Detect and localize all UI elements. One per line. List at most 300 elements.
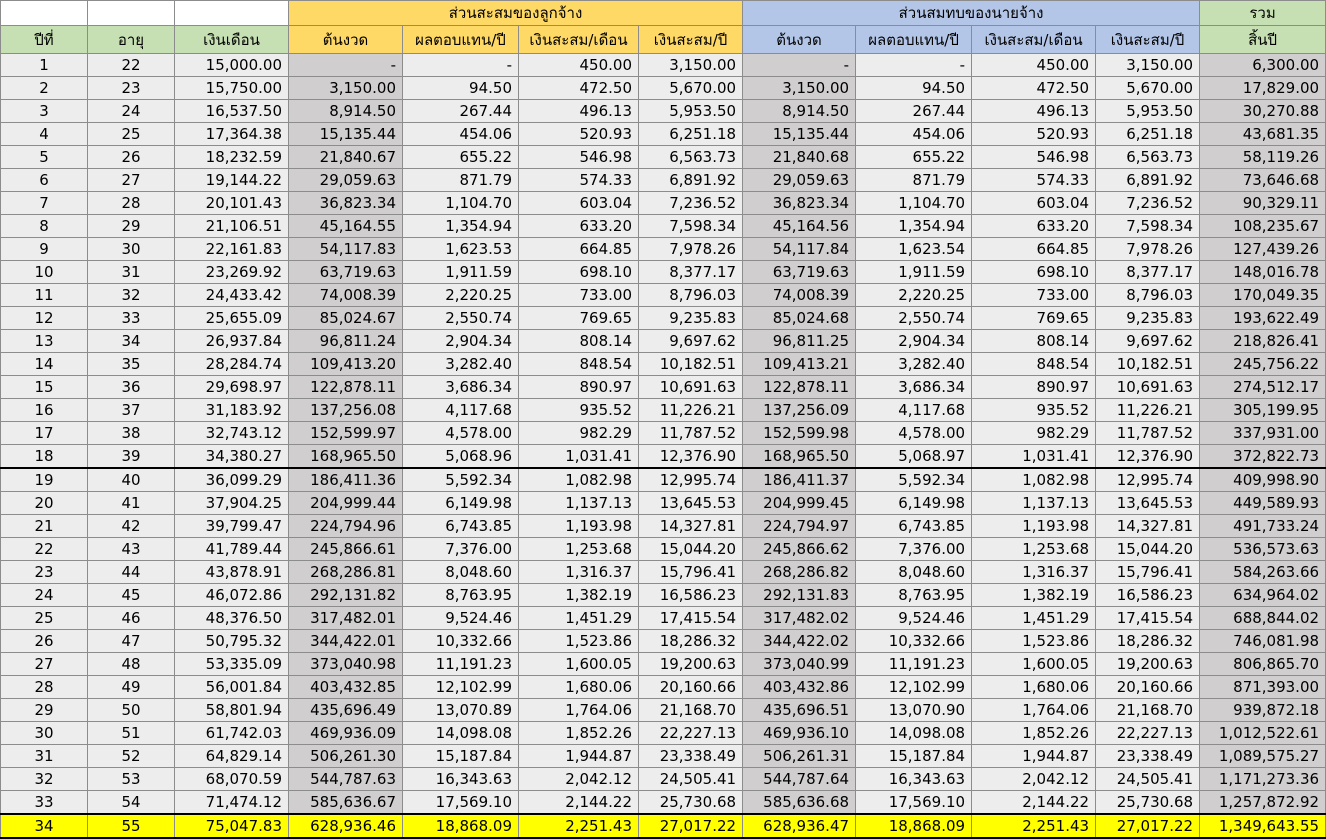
cell-employee-return: 10,332.66 xyxy=(403,630,519,653)
cell-salary: 23,269.92 xyxy=(175,261,289,284)
cell-employer-beginning: 109,413.21 xyxy=(743,353,856,376)
cell-employee-monthly: 574.33 xyxy=(519,169,639,192)
cell-employee-yearly: 6,891.92 xyxy=(639,169,743,192)
cell-employee-beginning: 469,936.09 xyxy=(289,722,403,745)
table-row xyxy=(1,468,1326,492)
cell-employer-monthly: 1,316.37 xyxy=(972,561,1096,584)
cell-employer-yearly: 22,227.13 xyxy=(1096,722,1200,745)
cell-employee-monthly: 698.10 xyxy=(519,261,639,284)
col-header-employer-yearly: เงินสะสม/ปี xyxy=(1096,26,1200,54)
cell-employee-yearly: 6,563.73 xyxy=(639,146,743,169)
cell-employee-return: - xyxy=(403,54,519,77)
cell-year-end: 6,300.00 xyxy=(1200,54,1326,77)
employee-group-header: ส่วนสะสมของลูกจ้าง xyxy=(289,1,743,26)
cell-employee-yearly: 5,670.00 xyxy=(639,77,743,100)
cell-employee-monthly: 2,251.43 xyxy=(519,814,639,838)
cell-year: 19 xyxy=(1,468,88,492)
cell-employer-return: 6,743.85 xyxy=(856,515,972,538)
cell-employer-yearly: 6,251.18 xyxy=(1096,123,1200,146)
cell-employer-beginning: 3,150.00 xyxy=(743,77,856,100)
cell-year-end: 491,733.24 xyxy=(1200,515,1326,538)
cell-employer-monthly: 848.54 xyxy=(972,353,1096,376)
employer-group-header: ส่วนสมทบของนายจ้าง xyxy=(743,1,1200,26)
cell-year-end: 806,865.70 xyxy=(1200,653,1326,676)
cell-employee-yearly: 11,787.52 xyxy=(639,422,743,445)
cell-employer-monthly: 520.93 xyxy=(972,123,1096,146)
cell-employer-monthly: 1,944.87 xyxy=(972,745,1096,768)
cell-salary: 15,000.00 xyxy=(175,54,289,77)
cell-salary: 46,072.86 xyxy=(175,584,289,607)
cell-employer-return: 2,220.25 xyxy=(856,284,972,307)
cell-age: 22 xyxy=(88,54,175,77)
cell-employer-beginning: 8,914.50 xyxy=(743,100,856,123)
cell-year: 13 xyxy=(1,330,88,353)
cell-employer-monthly: 664.85 xyxy=(972,238,1096,261)
table-row xyxy=(1,561,1326,584)
cell-employer-return: 5,068.97 xyxy=(856,445,972,469)
table-row xyxy=(1,169,1326,192)
cell-employee-monthly: 1,852.26 xyxy=(519,722,639,745)
cell-employer-monthly: 1,451.29 xyxy=(972,607,1096,630)
cell-employee-beginning: 585,636.67 xyxy=(289,791,403,815)
cell-employer-yearly: 11,226.21 xyxy=(1096,399,1200,422)
cell-employer-monthly: 1,137.13 xyxy=(972,492,1096,515)
cell-employer-yearly: 6,891.92 xyxy=(1096,169,1200,192)
cell-employer-monthly: 546.98 xyxy=(972,146,1096,169)
cell-age: 31 xyxy=(88,261,175,284)
col-header-employer-beginning: ต้นงวด xyxy=(743,26,856,54)
cell-employee-monthly: 1,600.05 xyxy=(519,653,639,676)
table-row xyxy=(1,215,1326,238)
cell-year-end: 43,681.35 xyxy=(1200,123,1326,146)
cell-employee-return: 655.22 xyxy=(403,146,519,169)
cell-year-end: 746,081.98 xyxy=(1200,630,1326,653)
cell-age: 33 xyxy=(88,307,175,330)
cell-employee-beginning: 3,150.00 xyxy=(289,77,403,100)
cell-employee-beginning: 435,696.49 xyxy=(289,699,403,722)
cell-employer-beginning: 152,599.98 xyxy=(743,422,856,445)
cell-employee-monthly: 472.50 xyxy=(519,77,639,100)
cell-employer-monthly: 1,193.98 xyxy=(972,515,1096,538)
cell-employee-return: 5,592.34 xyxy=(403,468,519,492)
cell-employee-yearly: 5,953.50 xyxy=(639,100,743,123)
cell-employee-yearly: 13,645.53 xyxy=(639,492,743,515)
cell-age: 28 xyxy=(88,192,175,215)
cell-employer-yearly: 11,787.52 xyxy=(1096,422,1200,445)
cell-salary: 50,795.32 xyxy=(175,630,289,653)
cell-employee-return: 454.06 xyxy=(403,123,519,146)
cell-employee-yearly: 27,017.22 xyxy=(639,814,743,838)
cell-employee-monthly: 1,680.06 xyxy=(519,676,639,699)
cell-employee-yearly: 23,338.49 xyxy=(639,745,743,768)
cell-year-end: 1,257,872.92 xyxy=(1200,791,1326,815)
cell-employee-monthly: 1,451.29 xyxy=(519,607,639,630)
col-header-year-end: สิ้นปี xyxy=(1200,26,1326,54)
cell-age: 25 xyxy=(88,123,175,146)
cell-year: 27 xyxy=(1,653,88,676)
cell-age: 44 xyxy=(88,561,175,584)
cell-employee-beginning: 317,482.01 xyxy=(289,607,403,630)
cell-year: 25 xyxy=(1,607,88,630)
cell-age: 30 xyxy=(88,238,175,261)
cell-employee-monthly: 890.97 xyxy=(519,376,639,399)
cell-age: 26 xyxy=(88,146,175,169)
cell-employee-beginning: 292,131.82 xyxy=(289,584,403,607)
cell-year-end: 584,263.66 xyxy=(1200,561,1326,584)
cell-year: 2 xyxy=(1,77,88,100)
cell-employer-return: 8,763.95 xyxy=(856,584,972,607)
cell-employer-beginning: 29,059.63 xyxy=(743,169,856,192)
cell-salary: 34,380.27 xyxy=(175,445,289,469)
cell-employer-return: 1,104.70 xyxy=(856,192,972,215)
cell-employee-monthly: 1,316.37 xyxy=(519,561,639,584)
cell-employer-return: 94.50 xyxy=(856,77,972,100)
col-header-age: อายุ xyxy=(88,26,175,54)
total-group-header: รวม xyxy=(1200,1,1326,26)
cell-year: 20 xyxy=(1,492,88,515)
cell-employer-yearly: 20,160.66 xyxy=(1096,676,1200,699)
table-row xyxy=(1,492,1326,515)
cell-employee-return: 6,743.85 xyxy=(403,515,519,538)
cell-employee-monthly: 1,031.41 xyxy=(519,445,639,469)
cell-age: 23 xyxy=(88,77,175,100)
cell-employee-return: 14,098.08 xyxy=(403,722,519,745)
cell-employer-yearly: 7,236.52 xyxy=(1096,192,1200,215)
cell-employer-beginning: 469,936.10 xyxy=(743,722,856,745)
cell-employer-return: 1,911.59 xyxy=(856,261,972,284)
cell-employer-return: 3,686.34 xyxy=(856,376,972,399)
cell-salary: 29,698.97 xyxy=(175,376,289,399)
cell-employee-monthly: 603.04 xyxy=(519,192,639,215)
cell-employee-beginning: - xyxy=(289,54,403,77)
cell-employer-beginning: 168,965.50 xyxy=(743,445,856,469)
cell-employee-return: 8,048.60 xyxy=(403,561,519,584)
col-header-year: ปีที่ xyxy=(1,26,88,54)
col-header-employee-monthly: เงินสะสม/เดือน xyxy=(519,26,639,54)
cell-salary: 43,878.91 xyxy=(175,561,289,584)
cell-employer-beginning: 403,432.86 xyxy=(743,676,856,699)
cell-year-end: 127,439.26 xyxy=(1200,238,1326,261)
cell-year-end: 337,931.00 xyxy=(1200,422,1326,445)
cell-employer-yearly: 7,978.26 xyxy=(1096,238,1200,261)
cell-employer-monthly: 1,600.05 xyxy=(972,653,1096,676)
cell-age: 34 xyxy=(88,330,175,353)
blank-header-cell xyxy=(1,1,88,26)
cell-employee-return: 11,191.23 xyxy=(403,653,519,676)
cell-employer-beginning: 628,936.47 xyxy=(743,814,856,838)
cell-employee-return: 1,623.53 xyxy=(403,238,519,261)
cell-salary: 21,106.51 xyxy=(175,215,289,238)
cell-employee-beginning: 506,261.30 xyxy=(289,745,403,768)
cell-employee-yearly: 11,226.21 xyxy=(639,399,743,422)
cell-age: 48 xyxy=(88,653,175,676)
cell-employee-monthly: 664.85 xyxy=(519,238,639,261)
cell-year: 11 xyxy=(1,284,88,307)
cell-employer-monthly: 890.97 xyxy=(972,376,1096,399)
cell-employee-yearly: 10,691.63 xyxy=(639,376,743,399)
cell-employer-monthly: 1,852.26 xyxy=(972,722,1096,745)
cell-year: 12 xyxy=(1,307,88,330)
cell-employee-return: 5,068.96 xyxy=(403,445,519,469)
cell-salary: 19,144.22 xyxy=(175,169,289,192)
cell-year-end: 170,049.35 xyxy=(1200,284,1326,307)
cell-employer-return: 16,343.63 xyxy=(856,768,972,791)
cell-employee-yearly: 10,182.51 xyxy=(639,353,743,376)
cell-employee-return: 871.79 xyxy=(403,169,519,192)
cell-employer-beginning: 245,866.62 xyxy=(743,538,856,561)
cell-employer-yearly: 14,327.81 xyxy=(1096,515,1200,538)
cell-age: 49 xyxy=(88,676,175,699)
cell-year: 7 xyxy=(1,192,88,215)
cell-year-end: 372,822.73 xyxy=(1200,445,1326,469)
cell-employer-beginning: 224,794.97 xyxy=(743,515,856,538)
cell-employee-return: 9,524.46 xyxy=(403,607,519,630)
table-row xyxy=(1,307,1326,330)
col-header-employee-beginning: ต้นงวด xyxy=(289,26,403,54)
cell-employer-return: 14,098.08 xyxy=(856,722,972,745)
cell-employer-beginning: 585,636.68 xyxy=(743,791,856,815)
cell-employee-monthly: 848.54 xyxy=(519,353,639,376)
cell-employee-yearly: 6,251.18 xyxy=(639,123,743,146)
cell-employee-beginning: 74,008.39 xyxy=(289,284,403,307)
cell-employee-beginning: 344,422.01 xyxy=(289,630,403,653)
table-row xyxy=(1,146,1326,169)
cell-employee-monthly: 1,523.86 xyxy=(519,630,639,653)
cell-age: 39 xyxy=(88,445,175,469)
table-row xyxy=(1,77,1326,100)
cell-employee-monthly: 769.65 xyxy=(519,307,639,330)
cell-employee-beginning: 268,286.81 xyxy=(289,561,403,584)
cell-employee-return: 15,187.84 xyxy=(403,745,519,768)
cell-employer-yearly: 25,730.68 xyxy=(1096,791,1200,815)
cell-year-end: 148,016.78 xyxy=(1200,261,1326,284)
cell-age: 40 xyxy=(88,468,175,492)
cell-salary: 41,789.44 xyxy=(175,538,289,561)
cell-year-end: 1,012,522.61 xyxy=(1200,722,1326,745)
cell-age: 32 xyxy=(88,284,175,307)
cell-employer-monthly: 769.65 xyxy=(972,307,1096,330)
cell-employer-beginning: 204,999.45 xyxy=(743,492,856,515)
table-row xyxy=(1,284,1326,307)
cell-year: 22 xyxy=(1,538,88,561)
cell-employee-yearly: 20,160.66 xyxy=(639,676,743,699)
cell-salary: 26,937.84 xyxy=(175,330,289,353)
cell-employer-beginning: 54,117.84 xyxy=(743,238,856,261)
cell-salary: 39,799.47 xyxy=(175,515,289,538)
cell-employee-monthly: 1,193.98 xyxy=(519,515,639,538)
table-row xyxy=(1,653,1326,676)
cell-employee-yearly: 3,150.00 xyxy=(639,54,743,77)
cell-employee-yearly: 9,235.83 xyxy=(639,307,743,330)
cell-employer-yearly: 12,376.90 xyxy=(1096,445,1200,469)
cell-year: 15 xyxy=(1,376,88,399)
cell-age: 45 xyxy=(88,584,175,607)
table-row xyxy=(1,123,1326,146)
cell-employee-beginning: 186,411.36 xyxy=(289,468,403,492)
cell-employee-monthly: 496.13 xyxy=(519,100,639,123)
cell-employer-yearly: 10,691.63 xyxy=(1096,376,1200,399)
group-header-row xyxy=(1,1,1326,26)
cell-salary: 22,161.83 xyxy=(175,238,289,261)
cell-employer-beginning: 317,482.02 xyxy=(743,607,856,630)
cell-employer-return: 3,282.40 xyxy=(856,353,972,376)
cell-age: 52 xyxy=(88,745,175,768)
cell-year-end: 73,646.68 xyxy=(1200,169,1326,192)
table-row xyxy=(1,745,1326,768)
cell-employer-beginning: 96,811.25 xyxy=(743,330,856,353)
cell-employer-beginning: 21,840.68 xyxy=(743,146,856,169)
table-row xyxy=(1,192,1326,215)
cell-employee-return: 12,102.99 xyxy=(403,676,519,699)
cell-employer-return: 15,187.84 xyxy=(856,745,972,768)
cell-employee-beginning: 224,794.96 xyxy=(289,515,403,538)
cell-employee-return: 16,343.63 xyxy=(403,768,519,791)
table-row xyxy=(1,814,1326,838)
cell-employee-beginning: 21,840.67 xyxy=(289,146,403,169)
cell-employer-beginning: 74,008.39 xyxy=(743,284,856,307)
cell-employer-monthly: 1,253.68 xyxy=(972,538,1096,561)
cell-salary: 20,101.43 xyxy=(175,192,289,215)
cell-year: 21 xyxy=(1,515,88,538)
cell-employer-return: 7,376.00 xyxy=(856,538,972,561)
cell-employee-return: 17,569.10 xyxy=(403,791,519,815)
cell-salary: 58,801.94 xyxy=(175,699,289,722)
cell-employee-yearly: 8,377.17 xyxy=(639,261,743,284)
cell-employee-yearly: 15,044.20 xyxy=(639,538,743,561)
table-row xyxy=(1,330,1326,353)
cell-employer-monthly: 808.14 xyxy=(972,330,1096,353)
cell-employer-beginning: 122,878.11 xyxy=(743,376,856,399)
cell-employee-beginning: 152,599.97 xyxy=(289,422,403,445)
cell-employer-yearly: 8,796.03 xyxy=(1096,284,1200,307)
cell-employee-beginning: 544,787.63 xyxy=(289,768,403,791)
cell-year-end: 536,573.63 xyxy=(1200,538,1326,561)
cell-employer-beginning: 544,787.64 xyxy=(743,768,856,791)
cell-employer-yearly: 16,586.23 xyxy=(1096,584,1200,607)
cell-employer-monthly: 733.00 xyxy=(972,284,1096,307)
cell-employee-beginning: 54,117.83 xyxy=(289,238,403,261)
cell-employee-beginning: 36,823.34 xyxy=(289,192,403,215)
cell-employer-return: 5,592.34 xyxy=(856,468,972,492)
cell-employee-yearly: 7,598.34 xyxy=(639,215,743,238)
cell-employee-yearly: 9,697.62 xyxy=(639,330,743,353)
cell-employee-yearly: 22,227.13 xyxy=(639,722,743,745)
col-header-employer-return: ผลตอบแทน/ปี xyxy=(856,26,972,54)
cell-employee-beginning: 403,432.85 xyxy=(289,676,403,699)
cell-year: 8 xyxy=(1,215,88,238)
cell-employee-beginning: 85,024.67 xyxy=(289,307,403,330)
cell-employee-return: 3,686.34 xyxy=(403,376,519,399)
cell-employee-yearly: 24,505.41 xyxy=(639,768,743,791)
blank-header-cell xyxy=(175,1,289,26)
cell-year: 1 xyxy=(1,54,88,77)
cell-employer-return: 1,623.54 xyxy=(856,238,972,261)
cell-employer-monthly: 935.52 xyxy=(972,399,1096,422)
cell-employee-yearly: 12,995.74 xyxy=(639,468,743,492)
cell-employer-beginning: 36,823.34 xyxy=(743,192,856,215)
cell-employer-monthly: 1,680.06 xyxy=(972,676,1096,699)
table-row xyxy=(1,768,1326,791)
col-header-employee-yearly: เงินสะสม/ปี xyxy=(639,26,743,54)
cell-employee-return: 8,763.95 xyxy=(403,584,519,607)
cell-employer-return: 12,102.99 xyxy=(856,676,972,699)
cell-employer-yearly: 23,338.49 xyxy=(1096,745,1200,768)
cell-employer-return: 454.06 xyxy=(856,123,972,146)
cell-employer-monthly: 496.13 xyxy=(972,100,1096,123)
cell-year-end: 17,829.00 xyxy=(1200,77,1326,100)
cell-year-end: 449,589.93 xyxy=(1200,492,1326,515)
cell-employee-yearly: 7,236.52 xyxy=(639,192,743,215)
table-row xyxy=(1,399,1326,422)
cell-year-end: 108,235.67 xyxy=(1200,215,1326,238)
cell-year-end: 634,964.02 xyxy=(1200,584,1326,607)
cell-employee-yearly: 12,376.90 xyxy=(639,445,743,469)
cell-employer-yearly: 8,377.17 xyxy=(1096,261,1200,284)
cell-employer-yearly: 9,235.83 xyxy=(1096,307,1200,330)
cell-year: 14 xyxy=(1,353,88,376)
cell-employee-yearly: 14,327.81 xyxy=(639,515,743,538)
cell-salary: 53,335.09 xyxy=(175,653,289,676)
cell-employer-monthly: 1,764.06 xyxy=(972,699,1096,722)
cell-year-end: 1,171,273.36 xyxy=(1200,768,1326,791)
cell-employer-return: 17,569.10 xyxy=(856,791,972,815)
cell-employee-beginning: 204,999.44 xyxy=(289,492,403,515)
cell-employee-monthly: 982.29 xyxy=(519,422,639,445)
cell-employer-return: - xyxy=(856,54,972,77)
cell-year-end: 1,349,643.55 xyxy=(1200,814,1326,838)
cell-employee-yearly: 16,586.23 xyxy=(639,584,743,607)
cell-employee-monthly: 1,253.68 xyxy=(519,538,639,561)
cell-employer-return: 9,524.46 xyxy=(856,607,972,630)
col-header-salary: เงินเดือน xyxy=(175,26,289,54)
cell-salary: 48,376.50 xyxy=(175,607,289,630)
cell-employee-yearly: 18,286.32 xyxy=(639,630,743,653)
cell-employee-monthly: 1,764.06 xyxy=(519,699,639,722)
cell-employer-return: 2,904.34 xyxy=(856,330,972,353)
cell-employee-return: 18,868.09 xyxy=(403,814,519,838)
cell-year: 34 xyxy=(1,814,88,838)
cell-employer-yearly: 10,182.51 xyxy=(1096,353,1200,376)
cell-employer-return: 10,332.66 xyxy=(856,630,972,653)
cell-employer-monthly: 1,382.19 xyxy=(972,584,1096,607)
cell-employer-monthly: 450.00 xyxy=(972,54,1096,77)
cell-employer-return: 4,578.00 xyxy=(856,422,972,445)
table-row xyxy=(1,515,1326,538)
cell-employer-monthly: 603.04 xyxy=(972,192,1096,215)
cell-employer-monthly: 1,082.98 xyxy=(972,468,1096,492)
cell-employee-return: 6,149.98 xyxy=(403,492,519,515)
cell-age: 41 xyxy=(88,492,175,515)
cell-year: 10 xyxy=(1,261,88,284)
cell-employee-monthly: 1,382.19 xyxy=(519,584,639,607)
cell-employee-return: 94.50 xyxy=(403,77,519,100)
cell-year: 26 xyxy=(1,630,88,653)
cell-year: 16 xyxy=(1,399,88,422)
cell-employee-yearly: 8,796.03 xyxy=(639,284,743,307)
cell-salary: 64,829.14 xyxy=(175,745,289,768)
cell-year-end: 193,622.49 xyxy=(1200,307,1326,330)
cell-employee-monthly: 808.14 xyxy=(519,330,639,353)
cell-employer-monthly: 2,251.43 xyxy=(972,814,1096,838)
cell-employer-return: 2,550.74 xyxy=(856,307,972,330)
cell-employer-return: 1,354.94 xyxy=(856,215,972,238)
cell-salary: 17,364.38 xyxy=(175,123,289,146)
cell-employee-return: 267.44 xyxy=(403,100,519,123)
cell-employer-return: 13,070.90 xyxy=(856,699,972,722)
cell-age: 38 xyxy=(88,422,175,445)
cell-salary: 18,232.59 xyxy=(175,146,289,169)
table-row xyxy=(1,376,1326,399)
